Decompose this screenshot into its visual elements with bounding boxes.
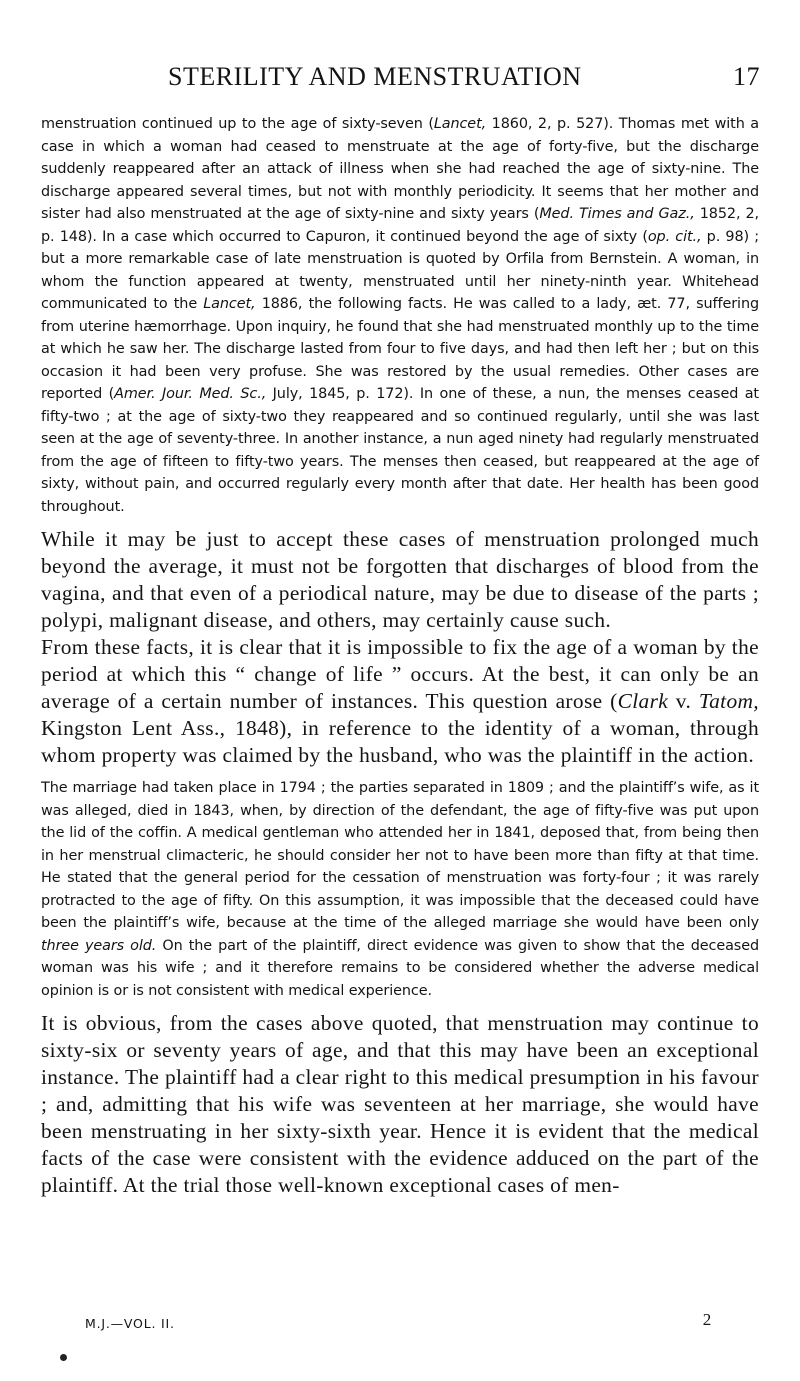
body-text xyxy=(41,113,759,1199)
volume-mark: M.J.—VOL. II. xyxy=(85,1316,175,1331)
running-title: STERILITY AND MENSTRUATION xyxy=(168,62,582,91)
paragraph-5: It is obvious, from the cases above quoted, that menstruation may continue to sixty-six or seventy years of age, and that this may have been an exceptional instance. The plaintiff had a clear right to this medical presumption in his favour ; and, admitting that his wife was seventeen at her marriage, she would have been menstruating in her sixty-sixth year. Hence it is evident that the medical facts of the case were consistent with the evidence adduced on the part of the plaintiff. At the trial those well-known exceptional cases of men- xyxy=(41,1011,759,1197)
page-footer xyxy=(85,1310,712,1331)
page-number: 17 xyxy=(733,62,760,91)
paragraph-2: While it may be just to accept these cases of menstruation prolonged much beyond the average, it must not be forgotten that discharges of blood from the vagina, and that even of a periodical nature, may be due to disease of the parts ; polypi, malignant disease, and others, may certainly cause such. xyxy=(41,527,759,632)
ink-spot xyxy=(60,1354,67,1361)
paragraph-3: From these facts, it is clear that it is impossible to fix the age of a woman by the period at which this “ change of life ” occurs. At the best, it can only be an average of a certain number of instances. This question arose (Clark v. Tatom, Kingston Lent Ass., 1848), in reference to the identity of a woman, through whom property was claimed by the husband, who was the plaintiff in the action. xyxy=(41,635,759,767)
signature-mark: 2 xyxy=(702,1310,712,1329)
paragraph-4: The marriage had taken place in 1794 ; the parties separated in 1809 ; and the plaintiff’s wife, as it was alleged, died in 1843, when, by direction of the defendant, the age of fifty-five was put upon the lid of the coffin. A medical gentleman who attended her in 1841, deposed that, from being then in her menstrual climacteric, he should consider her not to have been more than fifty at that time. He stated that the general period for the cessation of menstruation was forty-four ; it was rarely protracted to the age of fifty. On this assumption, it was impossible that the deceased could have been the plaintiff’s wife, because at the time of the alleged marriage she would have been only three years old. On the part of the plaintiff, direct evidence was given to show that the deceased woman was his wife ; and it therefore remains to be considered whether the adverse medical opinion is or is not consistent with medical experience. xyxy=(41,780,759,999)
paragraph-1: menstruation continued up to the age of sixty-seven (Lancet, 1860, 2, p. 527). Thomas met with a case in which a woman had ceased to menstruate at the age of forty-five, but the discharge suddenly reappeared after an attack of illness when she had reached the age of sixty-nine. The discharge appeared several times, but not with monthly periodicity. It seems that her mother and sister had also menstruated at the age of sixty-nine and sixty years (Med. Times and Gaz., 1852, 2, p. 148). In a case which occurred to Capuron, it continued beyond the age of sixty (op. cit., p. 98) ; but a more remarkable case of late menstruation is quoted by Orfila from Bernstein. A woman, in whom the function appeared at twenty, menstruated until her ninety-ninth year. Whitehead communicated to the Lancet, 1886, the following facts. He was called to a lady, æt. 77, suffering from uterine hæmorrhage. Upon inquiry, he found that she had menstruated monthly up to the time at which he saw her. The discharge lasted from four to five days, and had then left her ; but on this occasion it had been very profuse. She was restored by the usual remedies. Other cases are reported (Amer. Jour. Med. Sc., July, 1845, p. 172). In one of these, a nun, the menses ceased at fifty-two ; at the age of sixty-two they reappeared and so continued regularly, until she was last seen at the age of seventy-three. In another instance, a nun aged ninety had regularly menstruated from the age of fifteen to fifty-two years. The menses then ceased, but reappeared at the age of sixty, without pain, and occurred regularly every month after that date. Her health has been good throughout. xyxy=(41,116,760,515)
running-header xyxy=(40,62,760,98)
